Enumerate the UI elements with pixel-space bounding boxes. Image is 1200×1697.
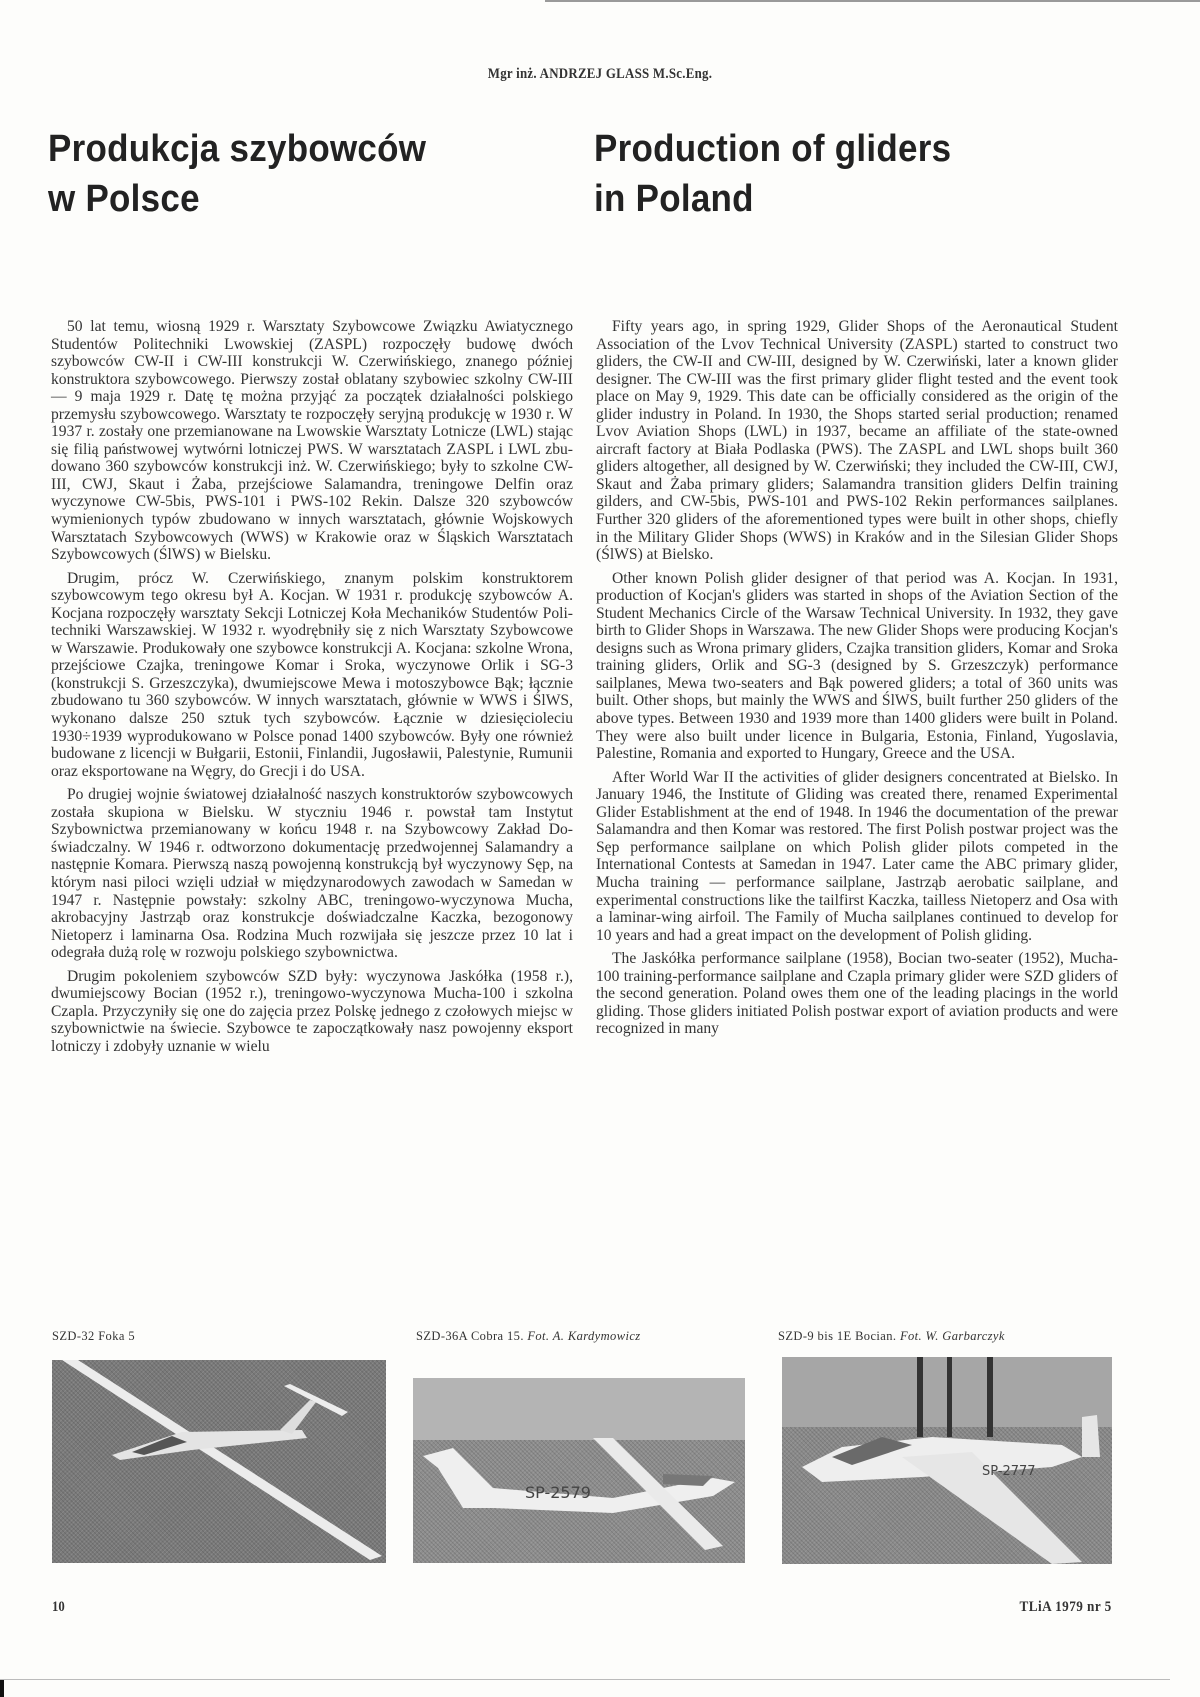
glider-illustration: [782, 1357, 1112, 1564]
caption-text: SZD-36A Cobra 15.: [416, 1329, 524, 1343]
paragraph: Po drugiej wojnie światowej działalność naszych konstruktorów szybowcowych została skupiona w Bielsku. W styczniu 1946 r. powstał tam Instytut Szybownictwa przemianowany w końcu 1948 r. na Szybowcowy Zakład Doświadczalny. W 1946 r. odtworzono dokumentację przedwojennej Salamandry a następnie Komara. Pierwszą naszą powojenną konstrukcją był wyczynowy Sęp, na którym nasi piloci wzięli udział w międzynarodowych zawodach w Samedan w 1947 r. Następnie powstały: szkolny ABC, treningowo-wyczynowa Mucha, akrobacyjny Jastrząb oraz konstrukcje doświadczalne Kaczka, bezogonowy Nietoperz i laminarna Osa. Rodzina Much rozwijała się jeszcze przez 10 lat i odegrała dużą rolę w rozwoju polskiego szybownictwa.: [51, 786, 573, 962]
scan-edge-mark: [0, 1680, 4, 1697]
photo-credit: Fot. W. Garbarczyk: [899, 1329, 1005, 1343]
page-number: 10: [52, 1599, 65, 1615]
photo-caption: [52, 1329, 135, 1344]
tree-trunk: [947, 1357, 952, 1437]
glider-fin: [280, 1400, 316, 1434]
registration-mark: SP-2777: [982, 1464, 1036, 1479]
glider-tailplane: [284, 1384, 348, 1416]
paragraph: The Jaskółka performance sailplane (1958), Bocian two-seater (1952), Mucha-100 training-performance sailplane and Czapla primary glider were SZD gliders of the second generation. Poland owes them one of the leading placings in the world gliding. Those gliders initiated Polish postwar export of aviation products and were recognized in many: [596, 950, 1118, 1038]
registration-mark: SP-2579: [525, 1483, 591, 1502]
photo-caption: [416, 1329, 641, 1344]
paragraph: Other known Polish glider designer of that period was A. Kocjan. In 1931, production of Kocjan's gliders was started in shops of the Aviation Section of the Student Mechanics Circle of the Warsaw Technical University. In 1932, they gave birth to Glider Shops in Warszawa. The new Glider Shops were producing Kocjan's designs such as Wrona primary gliders, Czajka transition gliders, Komar and Sroka training gliders, Orlik and SG-3 (designed by S. Grzeszczyk) performance sailplanes, Mewa two-seaters and Bąk powered gliders; a total of 360 units was built. Other shops, but mainly the WWS and ŚlWS, built further 250 gliders of the above types. Between 1930 and 1939 more than 1400 gliders were built in Poland. They were also built under licence in Bulgaria, Estonia, Finland, Yugoslavia, Palestine, Romania and exported to Hungary, Greece and the USA.: [596, 569, 1118, 763]
title-english-line1: Production of gliders: [594, 128, 952, 170]
issue-label: TLiA 1979 nr 5: [1019, 1599, 1112, 1615]
article-column-english: [596, 318, 1118, 1044]
title-polish: [48, 124, 426, 224]
scan-edge-line: [0, 1679, 1170, 1680]
tree-trunk: [987, 1357, 993, 1437]
glider-photo-cobra: [413, 1378, 745, 1563]
glider-illustration: [52, 1360, 386, 1563]
scan-edge-line: [545, 0, 1200, 2]
sky: [413, 1378, 745, 1440]
paragraph: After World War II the activities of glider designers concentrated at Bielsko. In January 1946, the Institute of Gliding was created there, renamed Experimental Glider Establishment at the end of 1948. In 1946 the documentation of the prewar Salamandra and then Komar was restored. The first Polish postwar project was the Sęp performance sailplane on which Polish glider pilots competed in the International Contests at Samedan in 1947. Later came the ABC primary glider, Mucha training — performance sailplane, Jastrząb aerobatic sailplane, and experimental constructions like the tailfirst Kaczka, tailless Nietoperz and Osa with a laminar-wing airfoil. The Family of Mucha sailplanes continued to develop for 10 years and had a great impact on the development of Polish gliding.: [596, 768, 1118, 944]
paragraph: Drugim pokoleniem szybowców SZD były: wyczynowa Jaskółka (1958 r.), dwumiejscowy Bocian (1952 r.), treningowo-wyczynowa Mucha-100 i szkolna Czapla. Przyczyniły się one do zajęcia przez Polskę jednego z czołowych miejsc w szybownictwie na świecie. Szybowce te zapoczątkowały nasz powojenny eksport lotniczy i zdobyły uznanie w wielu: [51, 967, 573, 1055]
caption-text: SZD-9 bis 1E Bocian.: [778, 1329, 897, 1343]
article-column-polish: [51, 318, 573, 1061]
paragraph: Fifty years ago, in spring 1929, Glider Shops of the Aeronautical Student Association of the Lvov Technical University (ZASPL) started to construct two gliders, the CW-II and CW-III, designed by W. Czerwiński, later a known glider designer. The CW-III was the first primary glider flight tested and the event took place on May 9, 1929. This date can be officially considered as the origin of the glider industry in Poland. In 1930, the Shops started serial production; renamed Lvov Aviation Shops (LWL) in 1937, became an affiliate of the state-owned aircraft factory at Biała Podlaska (PWS). The ZASPL and LWL shops built 360 gliders altogether, all designed by W. Czerwiński; they included the CW-III, CWJ, Skaut and Żaba primary gliders; Salamandra transition gliders Delfin training gilders, and CW-5bis, PWS-101 and PWS-102 Rekin performances sailplanes. Further 320 gliders of the aforementioned types were built in other shops, chiefly in the Military Glider Shops (WWS) in Kraków and in the Silesian Glider Shops (ŚlWS) at Bielsko.: [596, 318, 1118, 564]
title-polish-line1: Produkcja szybowców: [48, 128, 427, 170]
glider-fin: [1082, 1415, 1100, 1457]
photo-credit: Fot. A. Kardymowicz: [527, 1329, 641, 1343]
glider-wing: [62, 1360, 382, 1560]
glider-photo-foka: [52, 1360, 386, 1563]
title-english-line2: in Poland: [594, 178, 754, 220]
glider-photo-bocian: [782, 1357, 1112, 1564]
paragraph: 50 lat temu, wiosną 1929 r. Warsztaty Szybowcowe Związku Awiatycznego Studentów Politechniki Lwowskiej (ZASPL) rozpoczęły budowę dwóch szybowców CW-II i CW-III konstrukcji W. Czerwińskiego, znanego później konstruktora szybowcowego. Pierwszy został oblatany szybowiec szkolny CW-III — 9 maja 1929 r. Datę tę można przyjąć za początek działalności polskiego przemysłu szybowcowego. Warsztaty te rozpoczęły seryjną produkcję w 1930 r. W 1937 r. zostały one przemianowane na Lwowskie Warsztaty Lotnicze (LWL) stając się filią państwowej wytwórni lotniczej PWS. W warsztatach ZASPL i LWL zbudowano 360 szybowców konstrukcji inż. W. Czerwińskiego; były to szkolne CW-III, CWJ, Skaut i Żaba, przejściowe Salamandra, treningowe Delfin oraz wyczynowe CW-5bis, PWS-101 i PWS-102 Rekin. Dalsze 320 szybowców wymienionych typów zbudowano w innych warsztatach, głównie Wojskowych Warsztatach Szybowcowych (WWS) w Krakowie oraz w Śląskich Warsztatach Szybowcowych (ŚlWS) w Bielsku.: [51, 318, 573, 564]
title-english: [594, 124, 951, 224]
caption-text: SZD-32 Foka 5: [52, 1329, 135, 1343]
glider-illustration: [413, 1378, 745, 1563]
title-polish-line2: w Polsce: [48, 178, 200, 220]
author-byline: Mgr inż. ANDRZEJ GLASS M.Sc.Eng.: [487, 66, 713, 82]
tree-trunk: [917, 1357, 923, 1437]
paragraph: Drugim, prócz W. Czerwińskiego, znanym polskim konstruktorem szybowcowym tego okresu był A. Kocjan. W 1931 r. produkcję szybowców A. Kocjana rozpoczęły warsztaty Sekcji Lotniczej Koła Mechaników Studentów Politechniki Warszawskiej. W 1932 r. wyodrębniły się z nich Warsztaty Szybowcowe w Warszawie. Produkowały one szybowce konstrukcji A. Kocjana: szkolne Wrona, przejściowe Czajka, treningowe Komar i Sroka, wyczynowe Orlik i SG-3 (konstrukcji S. Grzeszczyka), dwumiejscowe Mewa i motoszybowce Bąk; łącznie zbudowano tu 360 szybowców. W innych warsztatach, głównie w WWS i ŚlWS, wykonano dalsze 250 sztuk tych szybowców. Łącznie w dziesięcioleciu 1930÷1939 wyprodukowano w Polsce ponad 1400 szybowców. Były one również budowane z licencji w Bułgarii, Estonii, Finlandii, Jugosławii, Palestynie, Rumunii oraz eksportowane na Węgry, do Grecji i do USA.: [51, 569, 573, 780]
photo-caption: [778, 1329, 1005, 1344]
